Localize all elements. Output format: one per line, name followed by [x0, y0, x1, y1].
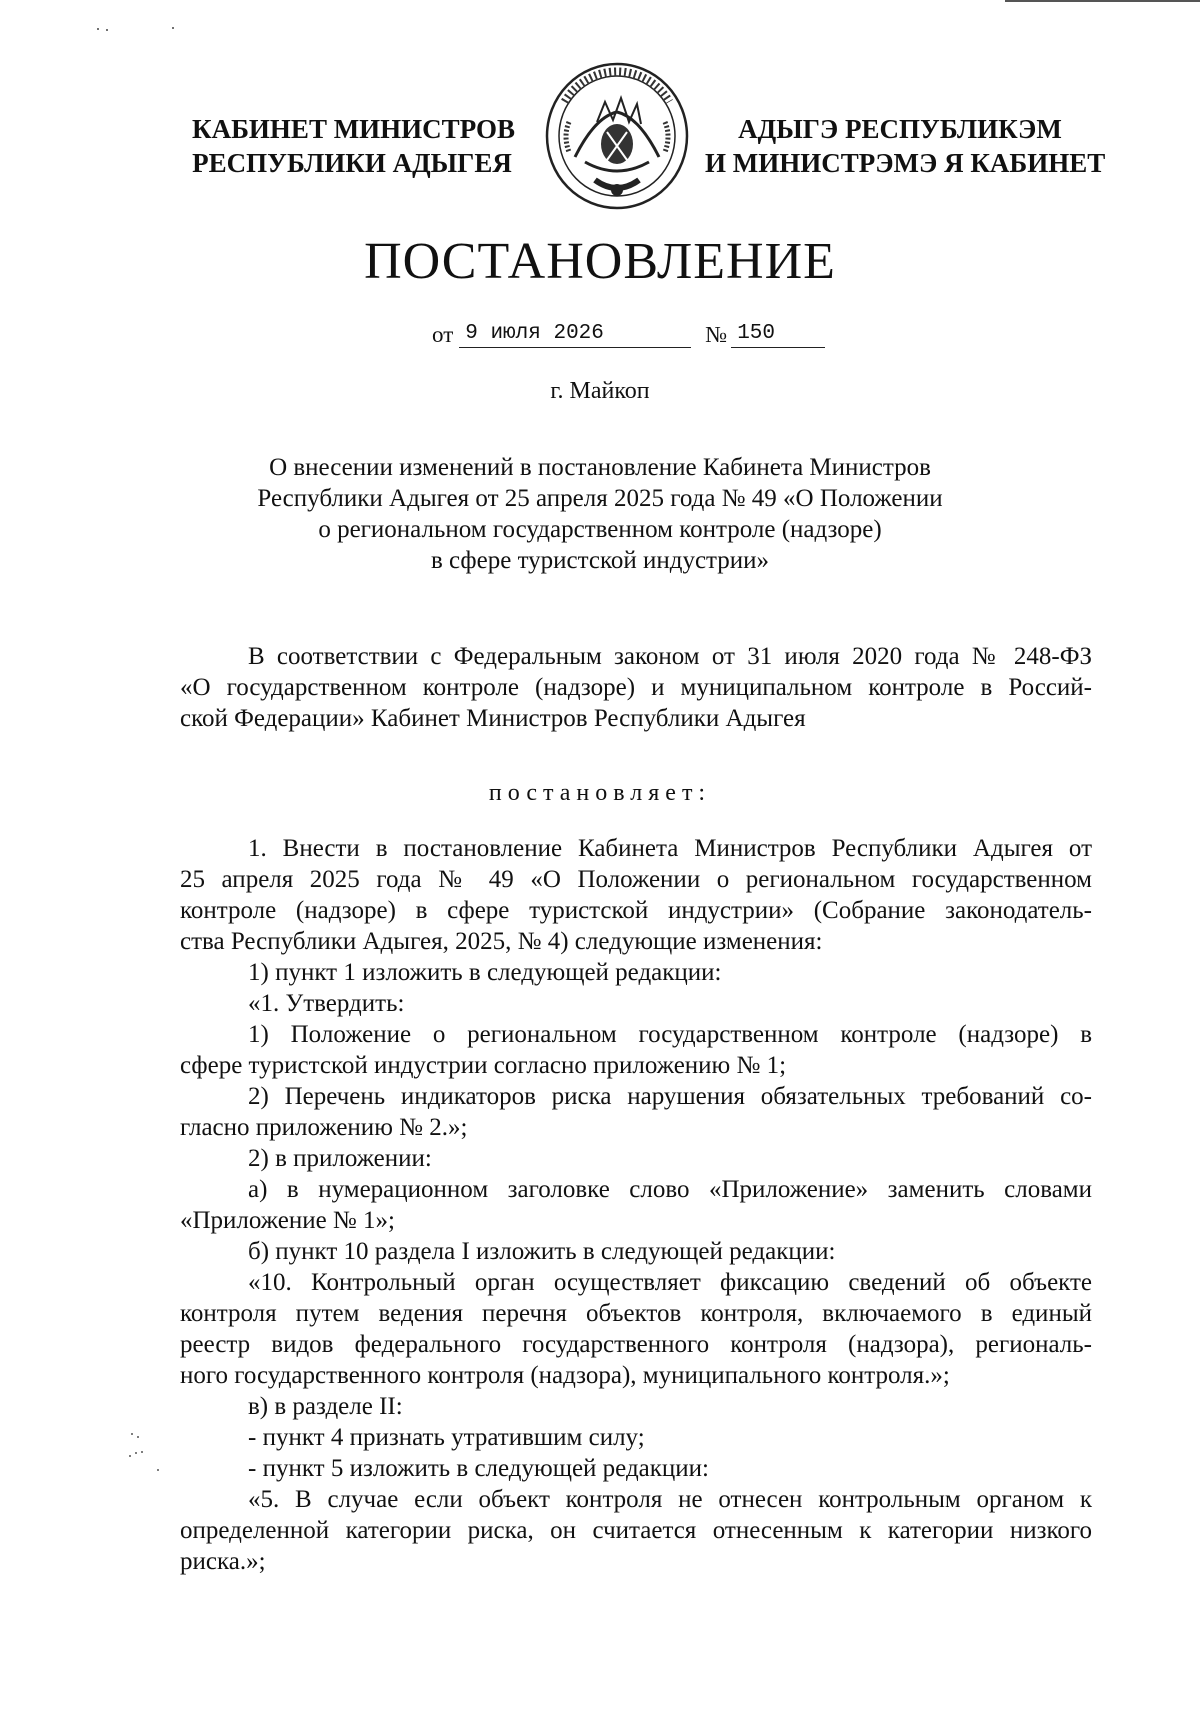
body-line: гласно приложению № 2.»;: [180, 1114, 468, 1141]
scan-specks-margin: [124, 1428, 164, 1478]
date-number-row: [432, 322, 825, 348]
body-line: 1) пункт 1 изложить в следующей редакции:: [248, 959, 722, 986]
preamble-line: В соответствии с Федеральным законом от 31 июля 2020 года № 248-ФЗ: [248, 643, 1092, 670]
body-line: риска.»;: [180, 1548, 266, 1575]
decree-body: [180, 833, 1092, 1577]
body-line: 2) Перечень индикаторов риска нарушения обязательных требований со-: [248, 1083, 1092, 1110]
body-line: ства Республики Адыгея, 2025, № 4) следующие изменения:: [180, 928, 823, 955]
preamble-line: «О государственном контроле (надзоре) и муниципальном контроле в Россий-: [180, 674, 1092, 701]
preamble-line: ской Федерации» Кабинет Министров Республики Адыгея: [180, 705, 806, 732]
number-label: №: [705, 322, 728, 347]
scan-edge-line: [1005, 0, 1200, 2]
body-line: реестр видов федерального государственного контроля (надзора), региональ-: [180, 1331, 1092, 1358]
city-name: г. Майкоп: [550, 378, 650, 404]
header-left-line-1: КАБИНЕТ МИНИСТРОВ: [192, 114, 516, 144]
body-line: б) пункт 10 раздела I изложить в следующей редакции:: [248, 1238, 836, 1265]
document-subject-title: [180, 452, 1020, 576]
header-right-line-2: И МИНИСТРЭМЭ Я КАБИНЕТ: [705, 148, 1106, 178]
body-line: сфере туристской индустрии согласно приложению № 1;: [180, 1052, 787, 1079]
body-line: «10. Контрольный орган осуществляет фиксацию сведений об объекте: [248, 1269, 1092, 1296]
body-line: 1) Положение о региональном государственном контроле (надзоре) в: [248, 1021, 1092, 1048]
document-date: 9 июля 2026: [459, 322, 691, 348]
header-right-org: [705, 112, 1106, 180]
body-line: ного государственного контроля (надзора), муниципального контроля.»;: [180, 1362, 950, 1389]
body-line: в) в разделе II:: [248, 1393, 403, 1420]
preamble-paragraph: [180, 641, 1092, 734]
body-line: 1. Внести в постановление Кабинета Министров Республики Адыгея от: [248, 835, 1092, 862]
header-left-line-2: РЕСПУБЛИКИ АДЫГЕЯ: [192, 148, 512, 178]
date-from-label: от: [432, 322, 454, 347]
header-left-org: [192, 112, 516, 180]
title-line: Республики Адыгея от 25 апреля 2025 года № 49 «О Положении: [257, 485, 943, 512]
header-right-line-1: АДЫГЭ РЕСПУБЛИКЭМ: [738, 114, 1062, 144]
title-line: О внесении изменений в постановление Кабинета Министров: [269, 454, 931, 481]
body-line: «Приложение № 1»;: [180, 1207, 395, 1234]
decree-word: постановляет:: [488, 780, 712, 806]
body-line: «5. В случае если объект контроля не отнесен контрольным органом к: [248, 1486, 1092, 1513]
body-line: а) в нумерационном заголовке слово «Приложение» заменить словами: [248, 1176, 1092, 1203]
body-line: определенной категории риска, он считается отнесенным к категории низкого: [180, 1517, 1092, 1544]
body-line: контроле (надзоре) в сфере туристской индустрии» (Собрание законодатель-: [180, 897, 1092, 924]
body-line: 2) в приложении:: [248, 1145, 432, 1172]
body-line: - пункт 5 изложить в следующей редакции:: [248, 1455, 709, 1482]
scan-specks-top: [95, 24, 195, 34]
title-line: в сфере туристской индустрии»: [430, 547, 770, 574]
document-type-title: ПОСТАНОВЛЕНИЕ: [364, 233, 836, 290]
title-line: о региональном государственном контроле (надзоре): [318, 516, 882, 543]
body-line: 25 апреля 2025 года № 49 «О Положении о региональном государственном: [180, 866, 1092, 893]
body-line: - пункт 4 признать утратившим силу;: [248, 1424, 645, 1451]
body-line: «1. Утвердить:: [248, 990, 405, 1017]
document-number: 150: [731, 322, 825, 348]
adygea-coat-of-arms-emblem-icon: [545, 62, 690, 210]
body-line: контроля путем ведения перечня объектов контроля, включаемого в единый: [180, 1300, 1092, 1327]
